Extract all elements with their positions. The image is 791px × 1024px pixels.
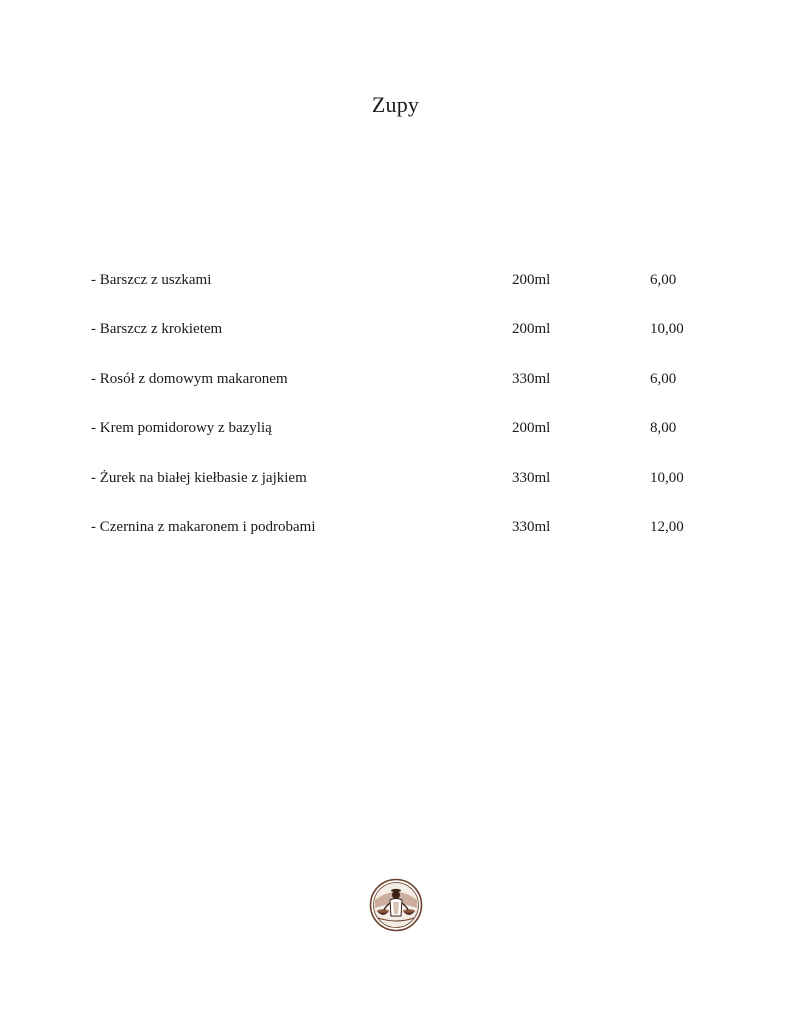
menu-item-price: 6,00 (650, 370, 677, 387)
soup-menu-list (91, 270, 711, 566)
menu-item (91, 517, 711, 566)
menu-item (91, 369, 711, 418)
menu-item-volume: 200ml (512, 420, 551, 437)
menu-item-price: 12,00 (650, 518, 684, 535)
menu-item-volume: 330ml (512, 518, 551, 535)
menu-item (91, 468, 711, 517)
menu-item-name: - Barszcz z uszkami (91, 272, 212, 288)
menu-item-name: - Rosół z domowym makaronem (91, 370, 288, 387)
menu-item-price: 10,00 (650, 469, 684, 486)
menu-item-name: - Czernina z makaronem i podrobami (91, 518, 316, 535)
page-title: Zupy (371, 92, 420, 117)
menu-item-name: - Żurek na białej kiełbasie z jajkiem (91, 469, 307, 486)
menu-item-volume: 200ml (512, 272, 551, 288)
menu-item-volume: 330ml (512, 469, 551, 486)
menu-item (91, 418, 711, 467)
menu-item-volume: 330ml (512, 370, 551, 387)
menu-item-price: 10,00 (650, 321, 684, 338)
menu-item-price: 6,00 (650, 272, 677, 288)
menu-item (91, 319, 711, 368)
menu-item-price: 8,00 (650, 420, 677, 437)
restaurant-logo-icon (369, 878, 423, 932)
menu-item-name: - Barszcz z krokietem (91, 321, 223, 338)
menu-item-volume: 200ml (512, 321, 551, 338)
menu-item (91, 270, 711, 319)
menu-item-name: - Krem pomidorowy z bazylią (91, 420, 272, 437)
